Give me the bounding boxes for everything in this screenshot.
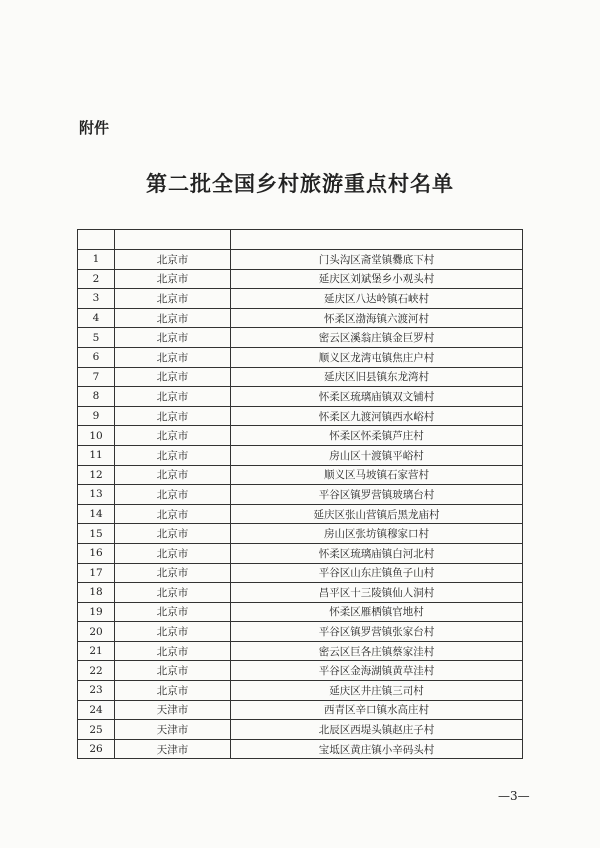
table-row	[78, 250, 523, 270]
row-village: 顺义区马坡镇石家营村	[231, 465, 523, 485]
row-village: 平谷区山东庄镇鱼子山村	[231, 563, 523, 583]
header-cell-village	[231, 230, 523, 250]
table-row	[78, 406, 523, 426]
table-row	[78, 681, 523, 701]
table-row	[78, 720, 523, 740]
row-number: 12	[78, 465, 115, 485]
table-row	[78, 504, 523, 524]
header-cell-number	[78, 230, 115, 250]
table-row	[78, 426, 523, 446]
row-number: 26	[78, 739, 115, 759]
row-number: 23	[78, 681, 115, 701]
row-number: 14	[78, 504, 115, 524]
document-title: 第二批全国乡村旅游重点村名单	[146, 171, 454, 196]
table-row	[78, 367, 523, 387]
row-province: 北京市	[115, 465, 231, 485]
row-number: 8	[78, 387, 115, 407]
table-row	[78, 622, 523, 642]
row-village: 延庆区刘斌堡乡小观头村	[231, 269, 523, 289]
row-village: 西青区辛口镇水高庄村	[231, 700, 523, 720]
village-table	[77, 229, 523, 759]
row-province: 天津市	[115, 720, 231, 740]
row-number: 21	[78, 641, 115, 661]
table-row	[78, 700, 523, 720]
table-row	[78, 583, 523, 603]
row-village: 怀柔区九渡河镇西水峪村	[231, 406, 523, 426]
table-row	[78, 739, 523, 759]
row-province: 北京市	[115, 445, 231, 465]
table-row	[78, 524, 523, 544]
row-village: 密云区巨各庄镇蔡家洼村	[231, 641, 523, 661]
attachment-label: 附件	[79, 119, 110, 137]
row-village: 门头沟区斋堂镇爨底下村	[231, 250, 523, 270]
row-province: 天津市	[115, 739, 231, 759]
table-row	[78, 641, 523, 661]
row-number: 1	[78, 250, 115, 270]
row-province: 北京市	[115, 367, 231, 387]
row-village: 昌平区十三陵镇仙人洞村	[231, 583, 523, 603]
row-province: 北京市	[115, 524, 231, 544]
row-village: 宝坻区黄庄镇小辛码头村	[231, 739, 523, 759]
row-village: 平谷区金海湖镇黄草洼村	[231, 661, 523, 681]
row-village: 延庆区井庄镇三司村	[231, 681, 523, 701]
table-row	[78, 347, 523, 367]
table-header-row	[78, 230, 523, 250]
row-province: 北京市	[115, 289, 231, 309]
row-province: 北京市	[115, 347, 231, 367]
row-number: 17	[78, 563, 115, 583]
row-village: 顺义区龙湾屯镇焦庄户村	[231, 347, 523, 367]
row-village: 平谷区镇罗营镇玻璃台村	[231, 485, 523, 505]
row-village: 怀柔区琉璃庙镇白河北村	[231, 543, 523, 563]
row-province: 北京市	[115, 485, 231, 505]
row-province: 北京市	[115, 250, 231, 270]
row-province: 北京市	[115, 426, 231, 446]
row-province: 北京市	[115, 406, 231, 426]
row-province: 北京市	[115, 583, 231, 603]
table-row	[78, 328, 523, 348]
row-number: 4	[78, 308, 115, 328]
header-cell-province	[115, 230, 231, 250]
row-village: 怀柔区渤海镇六渡河村	[231, 308, 523, 328]
table-row	[78, 543, 523, 563]
row-number: 6	[78, 347, 115, 367]
table-row	[78, 308, 523, 328]
row-number: 11	[78, 445, 115, 465]
row-province: 天津市	[115, 700, 231, 720]
table-row	[78, 485, 523, 505]
row-province: 北京市	[115, 387, 231, 407]
row-province: 北京市	[115, 308, 231, 328]
table-row	[78, 563, 523, 583]
table-row	[78, 387, 523, 407]
row-province: 北京市	[115, 504, 231, 524]
row-village: 延庆区八达岭镇石峡村	[231, 289, 523, 309]
row-province: 北京市	[115, 563, 231, 583]
row-village: 延庆区张山营镇后黑龙庙村	[231, 504, 523, 524]
row-number: 9	[78, 406, 115, 426]
row-village: 延庆区旧县镇东龙湾村	[231, 367, 523, 387]
row-number: 16	[78, 543, 115, 563]
table-row	[78, 269, 523, 289]
row-number: 10	[78, 426, 115, 446]
table-row	[78, 602, 523, 622]
row-number: 19	[78, 602, 115, 622]
row-village: 房山区张坊镇穆家口村	[231, 524, 523, 544]
row-number: 3	[78, 289, 115, 309]
table-row	[78, 289, 523, 309]
row-province: 北京市	[115, 681, 231, 701]
row-province: 北京市	[115, 543, 231, 563]
row-number: 7	[78, 367, 115, 387]
row-number: 18	[78, 583, 115, 603]
row-province: 北京市	[115, 661, 231, 681]
row-village: 怀柔区怀柔镇芦庄村	[231, 426, 523, 446]
row-village: 北辰区西堤头镇赵庄子村	[231, 720, 523, 740]
row-village: 平谷区镇罗营镇张家台村	[231, 622, 523, 642]
page-number: —3—	[498, 789, 530, 803]
row-number: 20	[78, 622, 115, 642]
row-province: 北京市	[115, 602, 231, 622]
row-province: 北京市	[115, 328, 231, 348]
table-row	[78, 465, 523, 485]
table-row	[78, 661, 523, 681]
row-village: 房山区十渡镇平峪村	[231, 445, 523, 465]
row-province: 北京市	[115, 269, 231, 289]
row-province: 北京市	[115, 641, 231, 661]
row-number: 13	[78, 485, 115, 505]
row-village: 怀柔区琉璃庙镇双文铺村	[231, 387, 523, 407]
row-village: 怀柔区雁栖镇官地村	[231, 602, 523, 622]
row-number: 5	[78, 328, 115, 348]
row-province: 北京市	[115, 622, 231, 642]
row-number: 22	[78, 661, 115, 681]
row-number: 24	[78, 700, 115, 720]
row-number: 2	[78, 269, 115, 289]
row-number: 25	[78, 720, 115, 740]
table-row	[78, 445, 523, 465]
row-village: 密云区溪翁庄镇金巨罗村	[231, 328, 523, 348]
row-number: 15	[78, 524, 115, 544]
